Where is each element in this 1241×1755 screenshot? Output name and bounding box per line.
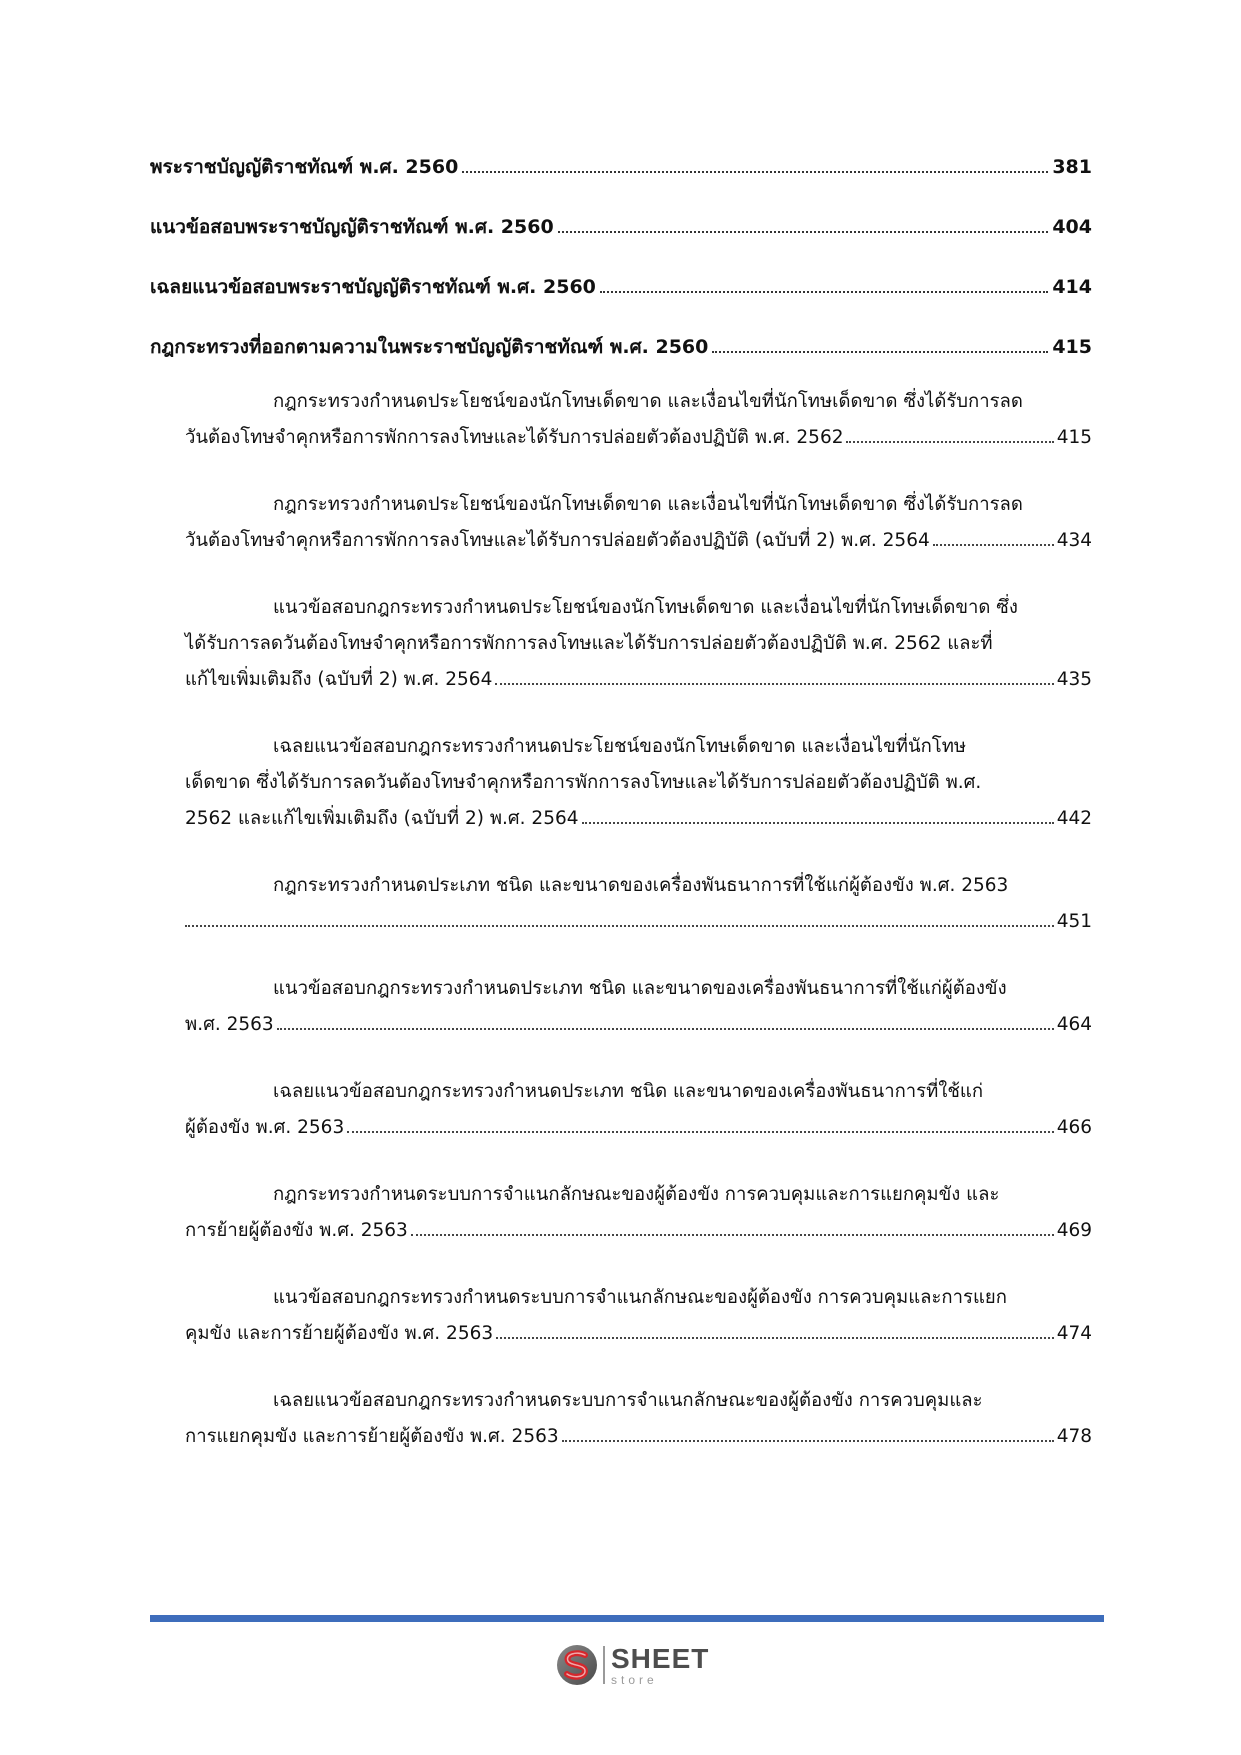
toc-entry-line: วันต้องโทษจำคุกหรือการพักการลงโทษและได้รับการปล่อยตัวต้องปฏิบัติ พ.ศ. 2562 bbox=[185, 427, 844, 448]
dot-leader bbox=[277, 1028, 1054, 1030]
sheet-store-s-icon bbox=[555, 1643, 599, 1687]
toc-entry-main[interactable] bbox=[150, 272, 1092, 302]
table-of-contents bbox=[150, 152, 1092, 1486]
sheet-store-logo bbox=[555, 1640, 725, 1690]
toc-entry-sub[interactable] bbox=[185, 1383, 1092, 1455]
toc-entry-title: เฉลยแนวข้อสอบพระราชบัญญัติราชทัณฑ์ พ.ศ. 2560 bbox=[150, 276, 596, 298]
toc-entry-sub[interactable] bbox=[185, 729, 1092, 837]
toc-entry-line: ผู้ต้องขัง พ.ศ. 2563 bbox=[185, 1117, 345, 1138]
dot-leader bbox=[846, 441, 1053, 443]
toc-entry-line: กฎกระทรวงกำหนดประเภท ชนิด และขนาดของเครื่องพันธนาการที่ใช้แก่ผู้ต้องขัง พ.ศ. 2563 bbox=[273, 875, 1009, 896]
dot-leader bbox=[558, 231, 1049, 233]
toc-entry-line: กฎกระทรวงกำหนดประโยชน์ของนักโทษเด็ดขาด และเงื่อนไขที่นักโทษเด็ดขาด ซึ่งได้รับการลด bbox=[273, 391, 1023, 412]
toc-entry-sub[interactable] bbox=[185, 590, 1092, 698]
toc-entry-line: ได้รับการลดวันต้องโทษจำคุกหรือการพักการลงโทษและได้รับการปล่อยตัวต้องปฏิบัติ พ.ศ. 2562 และที่ bbox=[185, 633, 993, 654]
dot-leader bbox=[562, 1440, 1054, 1442]
toc-entry-line: เฉลยแนวข้อสอบกฎกระทรวงกำหนดระบบการจำแนกลักษณะของผู้ต้องขัง การควบคุมและ bbox=[273, 1390, 983, 1411]
toc-entry-sub[interactable] bbox=[185, 487, 1092, 559]
toc-entry-page: 434 bbox=[1056, 530, 1092, 551]
dot-leader bbox=[411, 1234, 1054, 1236]
toc-entry-line: 2562 และแก้ไขเพิ่มเติมถึง (ฉบับที่ 2) พ.ศ. 2564 bbox=[185, 808, 579, 829]
toc-entry-line: พ.ศ. 2563 bbox=[185, 1014, 274, 1035]
toc-entry-page: 466 bbox=[1056, 1117, 1092, 1138]
toc-entry-page: 415 bbox=[1052, 336, 1092, 358]
toc-entry-main[interactable] bbox=[150, 332, 1092, 362]
toc-entry-line: คุมขัง และการย้ายผู้ต้องขัง พ.ศ. 2563 bbox=[185, 1323, 494, 1344]
dot-leader bbox=[600, 291, 1048, 293]
toc-entry-sub[interactable] bbox=[185, 1280, 1092, 1352]
toc-entry-page: 404 bbox=[1052, 216, 1092, 238]
toc-entry-line: เฉลยแนวข้อสอบกฎกระทรวงกำหนดประเภท ชนิด และขนาดของเครื่องพันธนาการที่ใช้แก่ bbox=[273, 1081, 984, 1102]
toc-entry-main[interactable] bbox=[150, 152, 1092, 182]
logo-separator bbox=[603, 1646, 605, 1684]
toc-entry-title: แนวข้อสอบพระราชบัญญัติราชทัณฑ์ พ.ศ. 2560 bbox=[150, 216, 554, 238]
logo-subtext: store bbox=[611, 1672, 658, 1687]
toc-entry-page: 442 bbox=[1056, 808, 1092, 829]
toc-entry-page: 464 bbox=[1056, 1014, 1092, 1035]
toc-entry-page: 469 bbox=[1056, 1220, 1092, 1241]
toc-entry-page: 474 bbox=[1056, 1323, 1092, 1344]
toc-entry-line: กฎกระทรวงกำหนดประโยชน์ของนักโทษเด็ดขาด และเงื่อนไขที่นักโทษเด็ดขาด ซึ่งได้รับการลด bbox=[273, 494, 1023, 515]
toc-entry-page: 478 bbox=[1056, 1426, 1092, 1447]
toc-entry-line: กฎกระทรวงกำหนดระบบการจำแนกลักษณะของผู้ต้องขัง การควบคุมและการแยกคุมขัง และ bbox=[273, 1184, 1000, 1205]
toc-entry-main[interactable] bbox=[150, 212, 1092, 242]
toc-entry-line: แก้ไขเพิ่มเติมถึง (ฉบับที่ 2) พ.ศ. 2564 bbox=[185, 669, 493, 690]
toc-entry-title: พระราชบัญญัติราชทัณฑ์ พ.ศ. 2560 bbox=[150, 156, 459, 178]
logo-wordmark: SHEET bbox=[611, 1642, 710, 1674]
dot-leader bbox=[582, 822, 1054, 824]
dot-leader bbox=[462, 171, 1048, 173]
footer-divider bbox=[150, 1615, 1104, 1622]
toc-entry-page: 435 bbox=[1056, 669, 1092, 690]
toc-entry-page: 414 bbox=[1052, 276, 1092, 298]
toc-entry-sub[interactable] bbox=[185, 384, 1092, 456]
toc-entry-sub[interactable] bbox=[185, 971, 1092, 1043]
dot-leader bbox=[347, 1131, 1053, 1133]
toc-entry-line: แนวข้อสอบกฎกระทรวงกำหนดประโยชน์ของนักโทษเด็ดขาด และเงื่อนไขที่นักโทษเด็ดขาด ซึ่ง bbox=[273, 597, 1018, 618]
toc-entry-sub[interactable] bbox=[185, 1177, 1092, 1249]
toc-entry-line: การย้ายผู้ต้องขัง พ.ศ. 2563 bbox=[185, 1220, 408, 1241]
toc-entry-page: 381 bbox=[1052, 156, 1092, 178]
dot-leader bbox=[495, 683, 1053, 685]
toc-entry-line: แนวข้อสอบกฎกระทรวงกำหนดระบบการจำแนกลักษณะของผู้ต้องขัง การควบคุมและการแยก bbox=[273, 1287, 1007, 1308]
toc-entry-title: กฎกระทรวงที่ออกตามความในพระราชบัญญัติราชทัณฑ์ พ.ศ. 2560 bbox=[150, 336, 709, 358]
dot-leader bbox=[496, 1337, 1054, 1339]
toc-entry-line: เด็ดขาด ซึ่งได้รับการลดวันต้องโทษจำคุกหรือการพักการลงโทษและได้รับการปล่อยตัวต้องปฏิบัติ พ.ศ. bbox=[185, 772, 982, 793]
toc-entry-sub[interactable] bbox=[185, 1074, 1092, 1146]
dot-leader bbox=[185, 925, 1054, 927]
dot-leader bbox=[933, 544, 1054, 546]
toc-entry-line: แนวข้อสอบกฎกระทรวงกำหนดประเภท ชนิด และขนาดของเครื่องพันธนาการที่ใช้แก่ผู้ต้องขัง bbox=[273, 978, 1007, 999]
toc-entry-page: 415 bbox=[1056, 427, 1092, 448]
dot-leader bbox=[712, 351, 1048, 353]
toc-entry-page: 451 bbox=[1056, 911, 1092, 932]
toc-entry-sub[interactable] bbox=[185, 868, 1092, 940]
toc-entry-line: วันต้องโทษจำคุกหรือการพักการลงโทษและได้รับการปล่อยตัวต้องปฏิบัติ (ฉบับที่ 2) พ.ศ. 2564 bbox=[185, 530, 930, 551]
toc-entry-line: เฉลยแนวข้อสอบกฎกระทรวงกำหนดประโยชน์ของนักโทษเด็ดขาด และเงื่อนไขที่นักโทษ bbox=[273, 736, 967, 757]
toc-entry-line: การแยกคุมขัง และการย้ายผู้ต้องขัง พ.ศ. 2563 bbox=[185, 1426, 559, 1447]
